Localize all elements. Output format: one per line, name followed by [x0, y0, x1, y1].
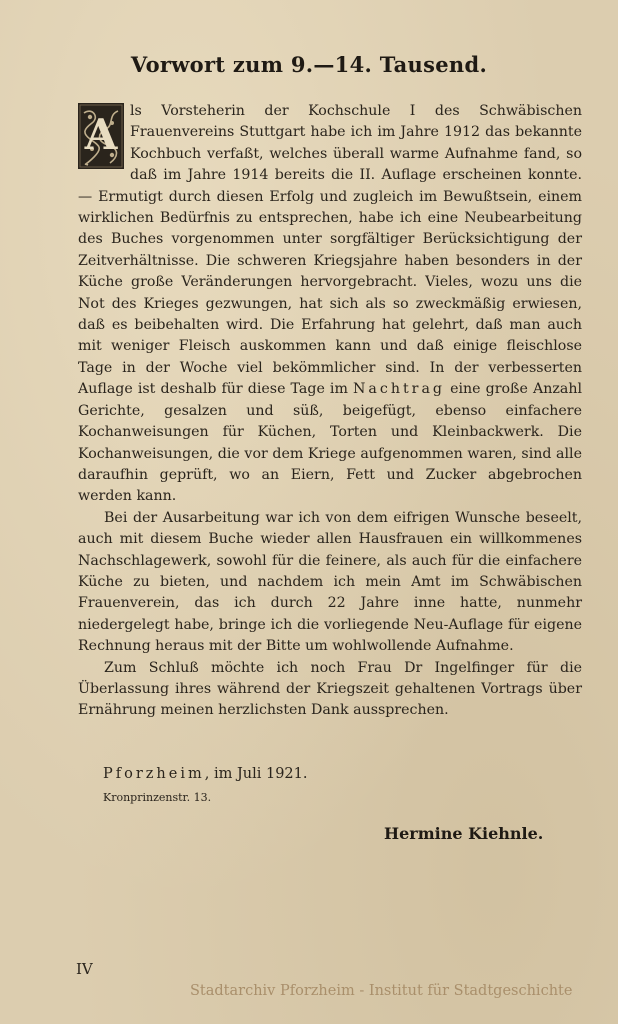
- paragraph-1: [78, 101, 582, 508]
- paragraph-3: Zum Schluß möchte ich noch Frau Dr Ingelfinger für die Überlassung ihres während der Kriegszeit gehaltenen Vortrags über Ernährung meinen herzlichsten Dank aussprechen.: [78, 659, 582, 719]
- page-title: Vorwort zum 9.—14. Tausend.: [130, 52, 488, 77]
- date-text: , im Juli 1921.: [204, 766, 308, 782]
- place-name: Pforzheim: [103, 766, 205, 782]
- spaced-word-nachtrag: Nachtrag: [353, 381, 445, 398]
- page-number: IV: [76, 960, 93, 978]
- paragraph-1-closing: eine große Anzahl Gerichte, gesalzen und süß, beigefügt, ebenso einfachere Kochanweisungen für Küchen, Torten und Kleinbackwerk. Die Kochanweisungen, die vor dem Kriege aufgenommen waren, sind alle daraufhin geprüft, wo an Eiern, Fett und Zucker abgebrochen werden kann.: [78, 381, 582, 505]
- paragraph-1-opening: ls Vorsteherin der Kochschule I des Schwäbischen Frauenvereins Stuttgart habe ich im Jahre 1912 das bekannte Kochbuch verfaßt, welches überall warme Aufnahme fand, so daß im Jahre 1914 bereits die II. Auflage erscheinen konnte. — Ermutigt durch diesen Erfolg und zugleich im Bewußtsein, einem wirklichen Bedürfnis zu entsprechen, habe ich eine Neubearbeitung des Buches vorgenommen unter sorgfältiger Berücksichtigung der Zeitverhältnisse. Die schweren Kriegsjahre haben besonders in der Küche große Veränderungen hervorgebracht. Vieles, wozu uns die Not des Krieges gezwungen, hat sich als so zweckmäßig erwiesen, daß es beibehalten wird. Die Erfahrung hat gelehrt, daß man auch mit weniger Fleisch auskommen kann und daß einige fleischlose Tage in der Woche viel bekömmlicher sind. In der verbesserten Auflage ist deshalb für diese Tage im: [78, 103, 582, 398]
- author-signature: Hermine Kiehnle.: [384, 824, 544, 843]
- place-and-date: [103, 766, 308, 782]
- archive-watermark: Stadtarchiv Pforzheim - Institut für Stadtgeschichte: [190, 983, 573, 999]
- author-address: Kronprinzenstr. 13.: [103, 791, 212, 804]
- paragraph-2: Bei der Ausarbeitung war ich von dem eifrigen Wunsche beseelt, auch mit diesem Buche wieder allen Hausfrauen ein willkommenes Nachschlagewerk, sowohl für die feinere, als auch für die einfachere Küche zu bieten, und nachdem ich mein Amt im Schwäbischen Frauenverein, das ich durch 22 Jahre inne hatte, nunmehr niedergelegt habe, bringe ich die vorliegende Neu-Auflage für eigene Rechnung heraus mit der Bitte um wohlwollende Aufnahme.: [78, 509, 582, 655]
- preface-body: [78, 101, 582, 722]
- svg-text:A: A: [84, 110, 118, 159]
- ornamental-drop-cap-icon: [78, 103, 124, 169]
